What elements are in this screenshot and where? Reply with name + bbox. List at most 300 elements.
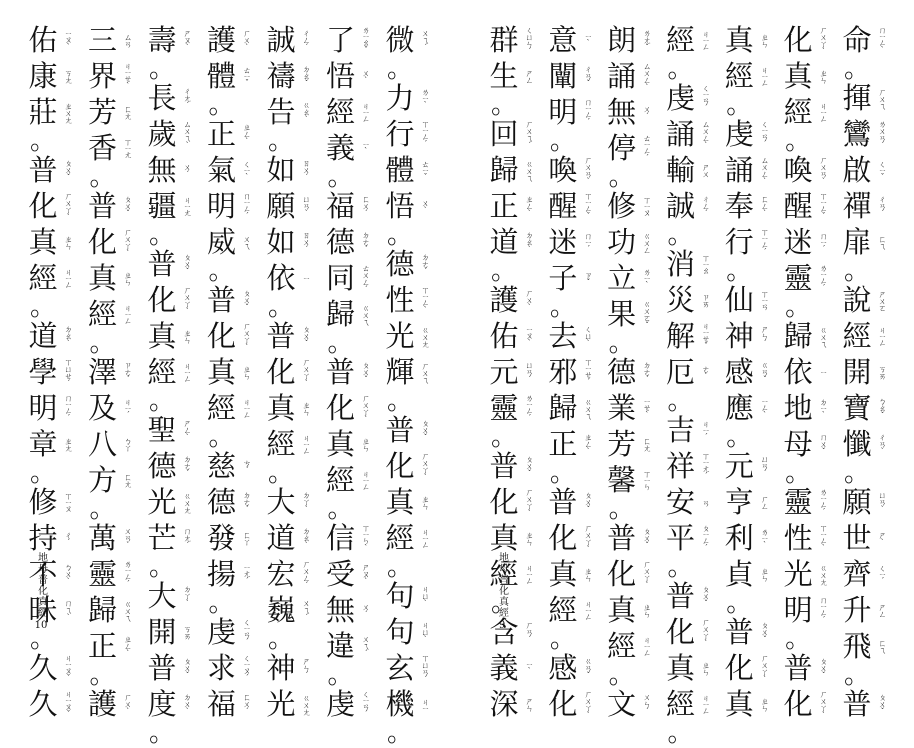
hanzi-character: 力	[385, 81, 415, 115]
zhuyin-annotation: ㄐㄧㄥ	[123, 304, 133, 324]
zhuyin-annotation: ㄨˋ	[361, 68, 371, 84]
character-cell	[86, 188, 133, 224]
hanzi-character: 世	[842, 521, 872, 555]
character-cell	[383, 578, 430, 614]
zhuyin-annotation: ㄐㄧㄥ	[819, 102, 829, 122]
zhuyin-annotation: ㄐㄧㄥ	[877, 326, 887, 346]
zhuyin-annotation: ㄢ	[701, 498, 711, 506]
character-cell	[264, 260, 311, 296]
character-cell	[840, 354, 887, 390]
zhuyin-annotation: ㄐㄧˊ	[701, 419, 711, 441]
character-cell	[605, 390, 652, 426]
character-cell	[546, 354, 593, 390]
hanzi-character: 化	[147, 283, 177, 317]
character-cell	[26, 224, 73, 260]
zhuyin-annotation: ㄍㄨㄟ	[361, 303, 371, 325]
hanzi-character: 性	[783, 521, 813, 555]
zhuyin-annotation: ㄓㄣ	[819, 69, 829, 83]
hanzi-character: 依	[783, 355, 813, 389]
hanzi-character: 經	[665, 687, 695, 721]
zhuyin-annotation: ㄐㄧㄝˇ	[701, 322, 711, 350]
hanzi-character: 化	[87, 225, 117, 259]
character-cell	[546, 318, 593, 354]
hanzi-character: 吉	[665, 413, 695, 447]
character-cell	[546, 224, 593, 260]
zhuyin-annotation: ㄕㄣˊ	[760, 325, 770, 347]
punctuation-mark: 。	[386, 54, 413, 84]
zhuyin-annotation: ㄊㄧˇ	[421, 159, 430, 181]
text-column	[487, 22, 539, 721]
character-cell	[487, 22, 534, 58]
character-cell	[722, 448, 769, 484]
character-cell	[663, 448, 710, 484]
punctuation-mark: 。	[726, 90, 753, 120]
text-column	[205, 22, 257, 721]
text-column	[840, 22, 892, 721]
character-cell	[722, 58, 769, 94]
hanzi-character: 護	[206, 23, 236, 57]
hanzi-character: 正	[87, 629, 117, 663]
character-cell	[86, 130, 133, 166]
zhuyin-annotation: ㄌㄧㄠˇ	[361, 26, 371, 54]
character-cell	[86, 686, 133, 722]
hanzi-character: 悟	[385, 189, 415, 223]
zhuyin-annotation: ㄅㄨˋ	[64, 563, 73, 585]
hanzi-character: 受	[325, 557, 355, 591]
zhuyin-annotation: ㄆㄨˇ	[642, 527, 652, 549]
text-column	[324, 22, 376, 721]
hanzi-character: 歸	[783, 319, 813, 353]
hanzi-character: 立	[607, 261, 637, 295]
zhuyin-annotation: ㄑㄧˇ	[877, 159, 887, 181]
zhuyin-annotation: ㄏㄨㄚˋ	[525, 487, 534, 517]
hanzi-character: 感	[548, 651, 578, 685]
zhuyin-annotation: ㄌㄧㄥˊ	[123, 560, 133, 588]
hanzi-character: 佑	[489, 319, 519, 353]
zhuyin-annotation: ㄇㄤˊ	[183, 527, 192, 549]
zhuyin-annotation: ㄜˋ	[701, 364, 711, 380]
zhuyin-annotation: ㄆㄨˇ	[183, 253, 192, 275]
hanzi-character: 德	[607, 355, 637, 389]
hanzi-character: 道	[489, 225, 519, 259]
zhuyin-annotation: ㄌㄧˋ	[421, 87, 430, 109]
hanzi-character: 威	[206, 225, 236, 259]
character-cell	[86, 354, 133, 390]
zhuyin-annotation: ㄇㄧˊ	[583, 231, 593, 253]
zhuyin-annotation: ㄇㄟˋ	[64, 599, 73, 621]
character-cell	[205, 650, 252, 686]
page-footer	[469, 552, 535, 631]
hanzi-character: 經	[783, 95, 813, 129]
hanzi-character: 德	[147, 449, 177, 483]
character-cell	[26, 152, 73, 188]
hanzi-character: 化	[489, 485, 519, 519]
hanzi-character: 章	[28, 427, 58, 461]
hanzi-character: 輝	[385, 355, 415, 389]
character-cell	[264, 520, 311, 556]
character-cell	[324, 556, 371, 592]
zhuyin-annotation: ㄑㄧˊ	[877, 563, 887, 585]
character-cell	[605, 260, 652, 296]
hanzi-character: 開	[147, 615, 177, 649]
hanzi-character: 真	[783, 59, 813, 93]
character-cell	[487, 390, 534, 426]
character-cell	[546, 592, 593, 628]
character-cell	[840, 556, 887, 592]
character-cell	[324, 130, 371, 166]
character-cell	[383, 22, 430, 58]
zhuyin-annotation: ㄨˋ	[421, 198, 430, 214]
hanzi-character: 虔	[665, 81, 695, 115]
character-cell	[145, 318, 192, 354]
character-cell	[781, 592, 828, 628]
zhuyin-annotation: ㄈㄥˋ	[760, 195, 770, 217]
punctuation-mark: 。	[327, 162, 354, 192]
zhuyin-annotation: ㄉㄧˋ	[819, 397, 829, 419]
zhuyin-annotation: ㄆㄨˇ	[123, 195, 133, 217]
character-cell	[487, 282, 534, 318]
zhuyin-annotation: ㄆㄨˇ	[183, 657, 192, 679]
character-cell	[605, 592, 652, 628]
character-cell	[781, 260, 828, 296]
character-cell	[26, 260, 73, 296]
punctuation-mark: 。	[208, 90, 235, 120]
zhuyin-annotation: ㄑㄩㄣˊ	[525, 25, 534, 55]
zhuyin-annotation: ㄐㄧㄥ	[64, 268, 73, 288]
punctuation-mark: 。	[267, 292, 294, 322]
character-cell	[145, 80, 192, 116]
hanzi-character: 義	[325, 131, 355, 165]
character-cell	[781, 318, 828, 354]
hanzi-character: 芒	[147, 521, 177, 555]
hanzi-character: 方	[87, 463, 117, 497]
hanzi-character: 無	[325, 593, 355, 627]
zhuyin-annotation: ㄗˇ	[583, 270, 593, 286]
character-cell	[546, 426, 593, 462]
hanzi-character: 明	[28, 391, 58, 425]
punctuation-mark: 。	[490, 90, 517, 120]
character-cell	[86, 58, 133, 94]
zhuyin-annotation: ㄕㄣ	[525, 697, 534, 711]
character-cell	[145, 484, 192, 520]
character-cell	[546, 556, 593, 592]
character-cell	[546, 484, 593, 520]
zhuyin-annotation: ㄈㄤ	[123, 473, 133, 487]
hanzi-character: 化	[206, 319, 236, 353]
hanzi-character: 平	[665, 521, 695, 555]
zhuyin-annotation: ㄍㄢˇ	[583, 657, 593, 679]
zhuyin-annotation: ㄕㄨㄛ	[877, 289, 887, 311]
zhuyin-annotation: ㄒㄧㄤ	[123, 138, 133, 158]
hanzi-character: 升	[842, 593, 872, 627]
hanzi-character: 亨	[724, 485, 754, 519]
punctuation-mark: 。	[148, 220, 175, 250]
zhuyin-annotation: ㄒㄧㄤˊ	[701, 452, 711, 480]
punctuation-mark: 。	[386, 718, 413, 748]
footer-book-title: 地母普化真經	[496, 552, 508, 618]
punctuation-mark: 。	[843, 54, 870, 84]
character-cell	[487, 188, 534, 224]
character-cell	[781, 426, 828, 462]
character-cell	[145, 282, 192, 318]
character-cell	[546, 22, 593, 58]
character-cell	[781, 152, 828, 188]
hanzi-character: 機	[385, 687, 415, 721]
zhuyin-annotation: ㄏㄨㄚˋ	[819, 689, 829, 719]
character-cell	[26, 354, 73, 390]
hanzi-character: 含	[489, 615, 519, 649]
zhuyin-annotation: ㄏㄨㄚˋ	[583, 689, 593, 719]
character-cell	[205, 58, 252, 94]
hanzi-character: 疆	[147, 189, 177, 223]
punctuation-mark: 。	[549, 458, 576, 488]
character-cell	[840, 152, 887, 188]
zhuyin-annotation: ㄨㄣˊ	[642, 693, 652, 715]
character-cell	[383, 686, 430, 722]
zhuyin-annotation: ㄏㄨㄚˋ	[183, 285, 192, 315]
hanzi-character: 災	[665, 283, 695, 317]
character-cell	[264, 650, 311, 686]
hanzi-character: 光	[266, 687, 296, 721]
punctuation-mark: 。	[386, 552, 413, 582]
zhuyin-annotation: ㄎㄞ	[183, 625, 192, 639]
character-cell	[487, 354, 534, 390]
zhuyin-annotation: ㄉㄜˊ	[642, 361, 652, 383]
zhuyin-annotation: ㄌㄨㄢˊ	[877, 119, 887, 149]
hanzi-character: 光	[385, 319, 415, 353]
zhuyin-annotation: ㄓㄣ	[760, 697, 770, 711]
zhuyin-annotation: ㄏㄨㄚˋ	[64, 191, 73, 221]
zhuyin-annotation: ㄉㄠˋ	[64, 325, 73, 347]
hanzi-character: 命	[842, 23, 872, 57]
text-column	[781, 22, 833, 721]
character-cell	[205, 390, 252, 426]
zhuyin-annotation: ㄏㄨˋ	[242, 29, 252, 51]
hanzi-character: 誦	[665, 117, 695, 151]
character-cell	[26, 318, 73, 354]
character-cell	[840, 390, 887, 426]
hanzi-character: 了	[325, 23, 355, 57]
zhuyin-annotation: ㄉㄚˋ	[183, 585, 192, 607]
hanzi-character: 德	[325, 225, 355, 259]
hanzi-character: 經	[147, 355, 177, 389]
zhuyin-annotation: ㄉㄠˇ	[302, 65, 311, 87]
character-cell	[663, 650, 710, 686]
character-cell	[26, 58, 73, 94]
punctuation-mark: 。	[608, 162, 635, 192]
punctuation-mark: 。	[490, 422, 517, 452]
hanzi-character: 明	[548, 95, 578, 129]
character-cell	[145, 686, 192, 722]
zhuyin-annotation: ㄕㄥˋ	[183, 419, 192, 441]
zhuyin-annotation: ㄒㄧㄥˊ	[760, 228, 770, 256]
character-cell	[663, 520, 710, 556]
hanzi-character: 化	[325, 391, 355, 425]
hanzi-character: 道	[28, 319, 58, 353]
hanzi-character: 寶	[842, 391, 872, 425]
character-cell	[840, 520, 887, 556]
hanzi-character: 經	[28, 261, 58, 295]
zhuyin-annotation: ㄐㄧㄡˇ	[64, 654, 73, 682]
zhuyin-annotation: ㄉㄜˊ	[361, 231, 371, 253]
character-cell	[383, 80, 430, 116]
hanzi-character: 神	[266, 651, 296, 685]
hanzi-character: 開	[842, 355, 872, 389]
hanzi-character: 奉	[724, 189, 754, 223]
punctuation-mark: 。	[549, 624, 576, 654]
zhuyin-annotation: ㄉㄠˋ	[302, 527, 311, 549]
zhuyin-annotation: ㄙㄨㄥˋ	[642, 61, 652, 91]
character-cell	[264, 152, 311, 188]
zhuyin-annotation: ㄨˊ	[183, 162, 192, 178]
character-cell	[840, 592, 887, 628]
punctuation-mark: 。	[29, 624, 56, 654]
character-cell	[264, 58, 311, 94]
zhuyin-annotation: ㄏㄨㄚˋ	[760, 653, 770, 683]
hanzi-character: 普	[325, 355, 355, 389]
zhuyin-annotation: ㄑㄧㄢˊ	[760, 120, 770, 148]
character-cell	[605, 556, 652, 592]
zhuyin-annotation: ㄏㄨㄚˋ	[819, 25, 829, 55]
hanzi-character: 求	[206, 651, 236, 685]
hanzi-character: 普	[28, 153, 58, 187]
hanzi-character: 經	[724, 59, 754, 93]
zhuyin-annotation: ㄕㄣˊ	[302, 657, 311, 679]
character-cell	[840, 22, 887, 58]
hanzi-character: 地	[783, 391, 813, 425]
hanzi-character: 消	[665, 247, 695, 281]
zhuyin-annotation: ㄓㄣ	[760, 567, 770, 581]
hanzi-character: 誦	[724, 153, 754, 187]
hanzi-character: 誠	[266, 23, 296, 57]
character-cell	[663, 484, 710, 520]
hanzi-character: 護	[489, 283, 519, 317]
text-column	[86, 22, 138, 721]
zhuyin-annotation: ㄈㄚ	[242, 531, 252, 545]
zhuyin-annotation: ㄐㄧㄥ	[760, 66, 770, 86]
character-cell	[26, 426, 73, 462]
zhuyin-annotation: ㄙㄨㄥˋ	[760, 155, 770, 185]
hanzi-character: 元	[489, 355, 519, 389]
hanzi-character: 修	[607, 189, 637, 223]
hanzi-character: 光	[147, 485, 177, 519]
hanzi-character: 說	[842, 283, 872, 317]
hanzi-character: 發	[206, 521, 236, 555]
zhuyin-annotation: ㄒㄧㄥˇ	[819, 192, 829, 220]
hanzi-character: 明	[206, 189, 236, 223]
hanzi-character: 護	[87, 687, 117, 721]
hanzi-character: 群	[489, 23, 519, 57]
character-cell	[264, 484, 311, 520]
character-cell	[840, 484, 887, 520]
hanzi-character: 貞	[724, 557, 754, 591]
hanzi-character: 芳	[607, 427, 637, 461]
zhuyin-annotation: ㄕㄥ	[525, 69, 534, 83]
zhuyin-annotation: ㄕㄡˋ	[361, 563, 371, 585]
text-column	[26, 22, 78, 721]
character-cell	[324, 462, 371, 498]
zhuyin-annotation: ㄎㄤ	[64, 69, 73, 83]
character-cell	[26, 686, 73, 722]
hanzi-character: 真	[385, 485, 415, 519]
hanzi-character: 道	[266, 521, 296, 555]
zhuyin-annotation: ㄐㄧㄥ	[361, 470, 371, 490]
hanzi-character: 莊	[28, 95, 58, 129]
zhuyin-annotation: ㄇㄧㄥˊ	[819, 596, 829, 624]
hanzi-character: 正	[206, 117, 236, 151]
zhuyin-annotation: ㄐㄧ	[421, 697, 430, 711]
character-cell	[840, 282, 887, 318]
scripture-columns	[26, 22, 435, 748]
hanzi-character: 經	[325, 463, 355, 497]
zhuyin-annotation: ㄒㄩㄢˊ	[421, 653, 430, 683]
hanzi-character: 歸	[489, 153, 519, 187]
zhuyin-annotation: ㄒㄩㄝˊ	[64, 357, 73, 387]
hanzi-character: 氣	[206, 153, 236, 187]
zhuyin-annotation: ㄏㄨㄥˊ	[302, 559, 311, 589]
character-cell	[722, 686, 769, 722]
hanzi-character: 真	[665, 651, 695, 685]
footer-book-title: 地母普化真經	[35, 552, 47, 618]
hanzi-character: 虔	[325, 687, 355, 721]
hanzi-character: 迷	[783, 225, 813, 259]
hanzi-character: 真	[206, 355, 236, 389]
zhuyin-annotation: ㄏㄨㄚˋ	[642, 559, 652, 589]
punctuation-mark: 。	[843, 660, 870, 690]
hanzi-character: 大	[147, 579, 177, 613]
hanzi-character: 果	[607, 297, 637, 331]
hanzi-character: 化	[783, 687, 813, 721]
hanzi-character: 芳	[87, 95, 117, 129]
character-cell	[781, 58, 828, 94]
hanzi-character: 行	[724, 225, 754, 259]
character-cell	[722, 390, 769, 426]
zhuyin-annotation: ㄍㄨㄛˇ	[642, 299, 652, 329]
zhuyin-annotation: ㄨㄢˋ	[123, 527, 133, 549]
punctuation-mark: 。	[490, 588, 517, 618]
text-column	[722, 22, 774, 721]
character-cell	[86, 592, 133, 628]
zhuyin-annotation: ㄓㄣ	[64, 235, 73, 249]
zhuyin-annotation: ㄏㄨㄢˋ	[819, 155, 829, 185]
hanzi-character: 普	[489, 449, 519, 483]
hanzi-character: 真	[724, 23, 754, 57]
hanzi-character: 願	[842, 485, 872, 519]
character-cell	[145, 650, 192, 686]
hanzi-character: 經	[385, 521, 415, 555]
punctuation-mark: 。	[148, 386, 175, 416]
zhuyin-annotation: ㄏㄨㄚˋ	[123, 227, 133, 257]
zhuyin-annotation: ㄈㄤ	[642, 437, 652, 451]
zhuyin-annotation: ㄓㄥˋ	[583, 433, 593, 455]
zhuyin-annotation: ㄗㄜˊ	[123, 361, 133, 383]
hanzi-character: 化	[607, 557, 637, 591]
character-cell	[487, 484, 534, 520]
zhuyin-annotation: ㄆㄨˇ	[760, 621, 770, 643]
punctuation-mark: 。	[726, 588, 753, 618]
character-cell	[781, 484, 828, 520]
zhuyin-annotation: ㄓㄣ	[701, 661, 711, 675]
hanzi-character: 真	[147, 319, 177, 353]
hanzi-character: 性	[385, 283, 415, 317]
zhuyin-annotation: ㄉㄜˊ	[183, 455, 192, 477]
hanzi-character: 昧	[28, 593, 58, 627]
hanzi-character: 馨	[607, 463, 637, 497]
hanzi-character: 歸	[548, 391, 578, 425]
character-cell	[383, 650, 430, 686]
zhuyin-annotation: ㄏㄨㄟ	[877, 87, 887, 109]
zhuyin-annotation: ㄐㄧㄥ	[302, 434, 311, 454]
